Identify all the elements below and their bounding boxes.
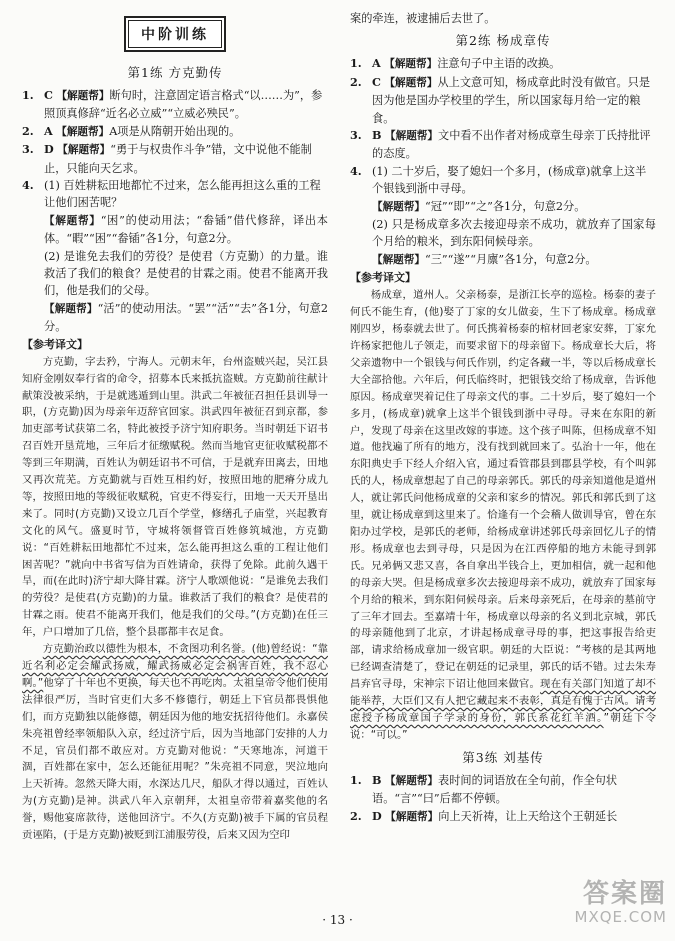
watermark-url: MXQE.COM: [574, 908, 667, 926]
banner-label: 中阶训练: [128, 20, 222, 48]
right-column: [350, 10, 656, 826]
answer-item: [350, 55, 656, 73]
answer-choice: D: [372, 808, 382, 823]
solution-tag: 【解题帮】: [44, 302, 98, 315]
solution-tag: 【解题帮】: [384, 58, 438, 71]
translation-answer: (1) 二十岁后，娶了媳妇一个多月，(杨成章)就拿上这半个银钱到浙中寻母。: [372, 164, 647, 196]
answer-number: 1.: [350, 56, 362, 71]
reference-heading: 【参考译文】: [350, 271, 416, 285]
watermark-logo: [537, 880, 667, 932]
exercise-title: 第2练 杨成章传: [455, 33, 551, 49]
solution-text: 从上文意可知，杨成章此时没有做官。只是因为他是国办学校里的学生，所以国家每月给一定的粮食。: [372, 75, 651, 125]
watermark-text: 答案圈: [582, 879, 667, 909]
solution-tag: 【解题帮】: [385, 774, 438, 787]
solution-text: 断句时，注意固定语言格式“以……为”，参照顶真修辞“近名必立威”“立威必殃民”。: [44, 89, 323, 121]
translation-text: 杨成章，道州人。父亲杨泰，是浙江长亭的巡检。杨泰的妻子何氏不能生育，(他)娶了丁家的女儿做妾，生下了杨成章。杨成章刚四岁，杨泰就去世了。何氏携着杨泰的棺材回老家安葬，丁家允许杨家把他儿子领走，而要求留下的母亲留下。杨成章长大后，将父亲遗物中一个银钱与何氏作别，约定各藏一半，等以后杨成章长大全部拾他。六年后，何氏临终时，把银钱交给了杨成章，告诉他原因。杨成章哭着记住了母亲文代的事。二十岁后，娶了媳妇一个多月，(杨成章)就拿上这半个银钱到浙中寻母。寻来在东阳的新户，发现了母亲在这里改嫁的事迹。这个孩子叫陈，但杨成章不知道。他找遍了所有的地方，没有找到就回来了。弘治十一年，他在东阳典史手下经人介绍入官，通过看管郡县到郡县学校，有个叫郭氏的人，杨成章想起了自己的母亲郭氏。郭氏的母亲知道他是道州人，就让郭氏问他杨成章的父亲和家乡的情况。郭氏和郭氏到了这里，就让杨成章到这里来了。恰逢有一个会稽人做训导官，曾在东阳办过学校，是郭氏的老师，给杨成章讲述郭氏母亲回忆儿子的情形。杨成章也去到寻母，只是因为在江西停船的地方未能寻到郭氏。兄弟俩又悲又喜，各自拿出半钱合上，更加相信，就一起和他的母亲大哭。但是杨成章多次去接迎母亲不成功，就放弃了国家每个月给的粮米，到东阳伺候母亲。后来母亲死后，在母亲的墓前守了三年才回去。至嘉靖十年，杨成章以母亲的名义到北京城，郭氏的母亲随他到了北京，才讲起杨成章寻母的事，把这事报告给吏部，请求给杨成章加一级官职。朝廷的大臣说：“考核的是其两地已经调查清楚了，登记在朝廷的记录里，郭氏的话不错。过去朱寿昌弃官寻母，宋神宗下诏让他回来做官。: [350, 289, 656, 691]
solution-text: A项是从隋朝开始出现的。: [109, 124, 241, 138]
answer-number: 4.: [350, 163, 362, 178]
answer-number: 4.: [22, 178, 34, 193]
solution-text: 文中看不出作者对杨成章生母亲丁氏持批评的态度。: [372, 129, 651, 161]
answer-number: 3.: [350, 128, 362, 143]
answer-choice: D: [44, 142, 54, 157]
solution-text: 向上天祈祷，让上天给这个王朝延长: [438, 809, 618, 823]
answer-item: [350, 772, 656, 808]
answer-item: [350, 808, 656, 826]
solution-text: 表时间的词语放在全句前，作全句状语。“言”“曰”后都不停顿。: [372, 773, 618, 806]
reference-translation: [22, 641, 328, 844]
translation-answer: (2) 是谁免去我们的劳役？是使君（方克勤）的力量。谁救活了我们的粮食？是使君的甘霖之雨。使君不能离开我们，他是我们的父母。: [44, 249, 328, 298]
translation-answer: (2) 只是杨成章多次去接迎母亲不成功，就放弃了国家每个月给的粮米，到东阳伺候母亲。: [372, 218, 656, 249]
answer-number: 2.: [350, 74, 362, 89]
answer-item: [350, 163, 656, 198]
translation-text: 他穿了十年也不更换，每天也不再吃肉。太祖皇帝令他们使用法律很严厉，当时官吏们大多不修德行，朝廷上下官员都畏惧他们，而方克勤独以能修德，朝廷因为他的地安抚招待他们。永嘉侯朱亮祖曾经率领船队入京，经过济宁后，因为当地部门安排的人力不足，官员们都不敢应对。方克勤对他说：“天寒地冻，河道干涸，百姓都在家中，怎么还能征用呢？”朱亮祖不同意，哭泣地向上天祈祷。忽然天降大雨，水深达几尺，船队才得以通过，百姓认为(方克勤)是神。洪武八年入京朝拜，太祖皇帝带着嘉奖他的名誉，赐他宴席款待，送他回济宁。不久(方克勤)被手下属的官员程贡诬陷，(于是方克勤)被贬到江浦服劳役，后来又因为空印: [22, 676, 329, 842]
reference-heading: 【参考译文】: [22, 337, 88, 351]
solution-tag: 【解题帮】: [56, 125, 110, 138]
solution-text: “活”的使动用法。“罢”“活”“去”各1分，句意2分。: [44, 301, 329, 334]
answer-number: 2.: [350, 808, 362, 823]
page-number: · 13 ·: [322, 913, 353, 927]
solution-note: [350, 198, 656, 216]
exercise-title: 第3练 刘基传: [462, 749, 544, 765]
solution-tag: 【解题帮】: [385, 130, 438, 143]
solution-text: 注意句子中主语的改换。: [437, 57, 561, 71]
exercise-title: 第1练 方克勤传: [127, 65, 223, 80]
solution-text: “三”“遂”“月廪”各1分，句意2分。: [424, 252, 597, 266]
solution-tag: 【解题帮】: [44, 214, 101, 227]
reference-translation: 方克勤，字去矜，宁海人。元朝末年，台州盗贼兴起，吴江县知府金刚奴奉行省的命令，招募本氏来抵抗盗贼。方克勤前往献计献策没被采纳，于是就逃遁到山里。洪武二年被征召担任县训导一职，(方克勤)因为母亲年迈辞官回家。洪武四年被征召到京都，参加吏部考试获第二名，特此被授予济宁知府职务。当时朝廷下诏书召百姓开垦荒地，三年后才征缴赋税。然而当地官吏征收赋税都不等到三年期满，百姓认为朝廷诏书不可信，于是就弃田离去，田地又再次荒芜。方克勤就与百姓互相约好，按照田地的肥瘠分成九等，按照田地的等级征收赋税，官吏不得妄行，田地一天天开垦出来了。同时(方克勤)又设立几百个学堂，修缮孔子庙堂，兴起教育文化的风气。盛夏时节，守城将领督管百姓修筑城池，方克勤说：“百姓耕耘田地都忙不过来，怎么能再担这么重的工程让他们困苦呢？”就向中书省写信为百姓请命，获得了免除。此前久遇干旱，而(在此时)济宁却大降甘霖。济宁人歌颂他说：“是谁免去我们的劳役？是使君(方克勤)的力量。谁救活了我们的粮食？是使君的甘霖之雨。使君不能离开我们，他是我们的父母。”(方克勤)在任三年，户口增加了几倍，整个县郡都丰衣足食。: [22, 355, 328, 639]
answer-item: [22, 123, 328, 141]
section-banner: [22, 16, 328, 52]
solution-tag: 【解题帮】: [56, 90, 110, 102]
answer-item: [22, 87, 328, 123]
answer-item: [22, 177, 328, 212]
solution-tag: 【解题帮】: [372, 253, 425, 266]
translation-text: ”朝廷下令说：“可以。”: [350, 711, 656, 741]
answer-choice: C: [372, 74, 381, 89]
answer-choice: A: [44, 123, 53, 138]
answer-number: 1.: [350, 772, 362, 787]
reference-translation: [350, 287, 656, 743]
solution-note: [22, 300, 328, 336]
solution-text: “勇于与权贵作斗争”错，文中说他不能制止，只能向天乞求。: [44, 143, 312, 175]
answer-choice: C: [44, 88, 53, 102]
continued-text: 案的牵连，被逮捕后去世了。: [350, 12, 496, 25]
answer-choice: B: [372, 128, 382, 143]
answer-choice: B: [372, 772, 382, 787]
highlighted-passage: 现在有关部门知道了却不能举荐，大臣们又有人把它藏起来不表彰，真是有愧于古风。请考虑授予杨成章国子学录的身份，郭氏系花红羊酒。: [350, 678, 657, 724]
solution-tag: 【解题帮】: [384, 76, 438, 89]
answer-choice: A: [372, 56, 381, 71]
solution-tag: 【解题帮】: [385, 810, 439, 823]
answer-item: [22, 141, 328, 177]
solution-tag: 【解题帮】: [57, 144, 111, 157]
answer-item: [350, 74, 656, 127]
answer-item: [350, 127, 656, 163]
solution-note: [350, 251, 656, 269]
answer-number: 3.: [22, 142, 34, 157]
solution-note: [22, 212, 328, 248]
solution-text: “困”的使动用法；“畚锸”借代修辞，译出本体。“暇”“困”“畚锸”各1分，句意2分。: [44, 213, 328, 246]
solution-tag: 【解题帮】: [372, 200, 425, 213]
answer-number: 1.: [22, 88, 34, 102]
highlighted-passage: 方克勤治政以德性为根本，不贪图功利名誉。(他)曾经说：“靠近名利必定会耀武扬威，耀武扬威必定会祸害百姓，我不忍心啊。”: [22, 643, 328, 689]
answer-number: 2.: [22, 123, 34, 138]
translation-answer: (1) 百姓耕耘田地都忙不过来，怎么能再担这么重的工程让他们困苦呢？: [44, 179, 321, 210]
left-column: [22, 10, 328, 844]
solution-text: “冠”“即”“之”各1分，句意2分。: [424, 199, 586, 213]
